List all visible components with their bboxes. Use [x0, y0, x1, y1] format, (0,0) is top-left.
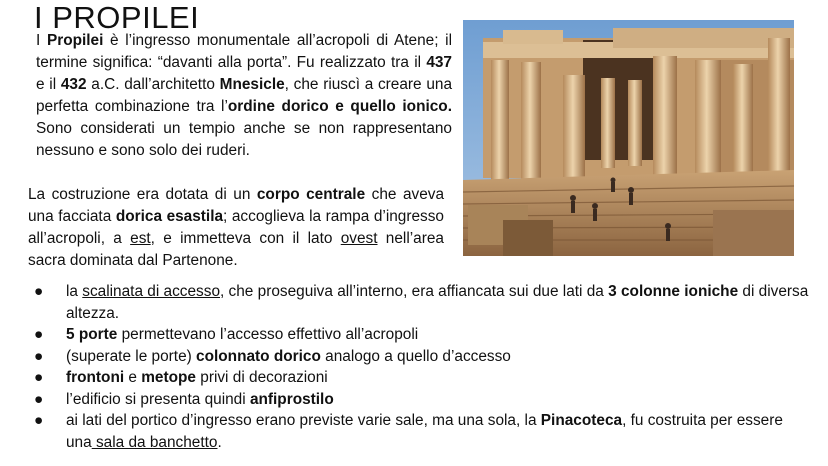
features-list — [30, 281, 810, 453]
bullet-icon: ● — [34, 369, 44, 386]
ruins-illustration — [463, 20, 794, 256]
bullet-icon: ● — [34, 283, 44, 300]
propylaea-photo — [463, 20, 794, 256]
list-item: ● ai lati del portico d’ingresso erano previste varie sale, ma una sola, la Pinacoteca, fu costruita per essere una sala da banchetto. — [34, 412, 783, 451]
description-paragraph: La costruzione era dotata di un corpo centrale che aveva una facciata dorica esastila; accoglieva la rampa d’ingresso all’acropoli, a est, e immetteva con il lato ovest nell’area sacra dominata dal Partenone. — [28, 186, 445, 269]
list-item: ● la scalinata di accesso, che proseguiva all’interno, era affiancata sui due lati da 3 colonne ioniche di diversa altezza. — [34, 283, 809, 322]
list-item: ● (superate le porte) colonnato dorico analogo a quello d’accesso — [30, 346, 810, 368]
list-item: ● l’edificio si presenta quindi anfiprostilo — [30, 389, 810, 411]
intro-paragraph: I Propilei è l’ingresso monumentale all’acropoli di Atene; il termine significa: “davanti alla porta”. Fu realizzato tra il 437 e il 432 a.C. dall’architetto Mnesicle, che riuscì a creare una perfetta combinazione tra l’ordine dorico e quello ionico. Sono considerati un tempio anche se non rappresentano nessuno e sono solo dei ruderi. — [36, 32, 453, 159]
list-item: ● frontoni e metope privi di decorazioni — [30, 367, 810, 389]
bullet-icon: ● — [34, 326, 44, 343]
list-item: ● 5 porte permettevano l’accesso effettivo all’acropoli — [30, 324, 810, 346]
page-title: I PROPILEI — [34, 0, 200, 35]
bullet-icon: ● — [34, 347, 44, 365]
bullet-icon: ● — [34, 412, 44, 429]
bullet-icon: ● — [34, 390, 44, 408]
